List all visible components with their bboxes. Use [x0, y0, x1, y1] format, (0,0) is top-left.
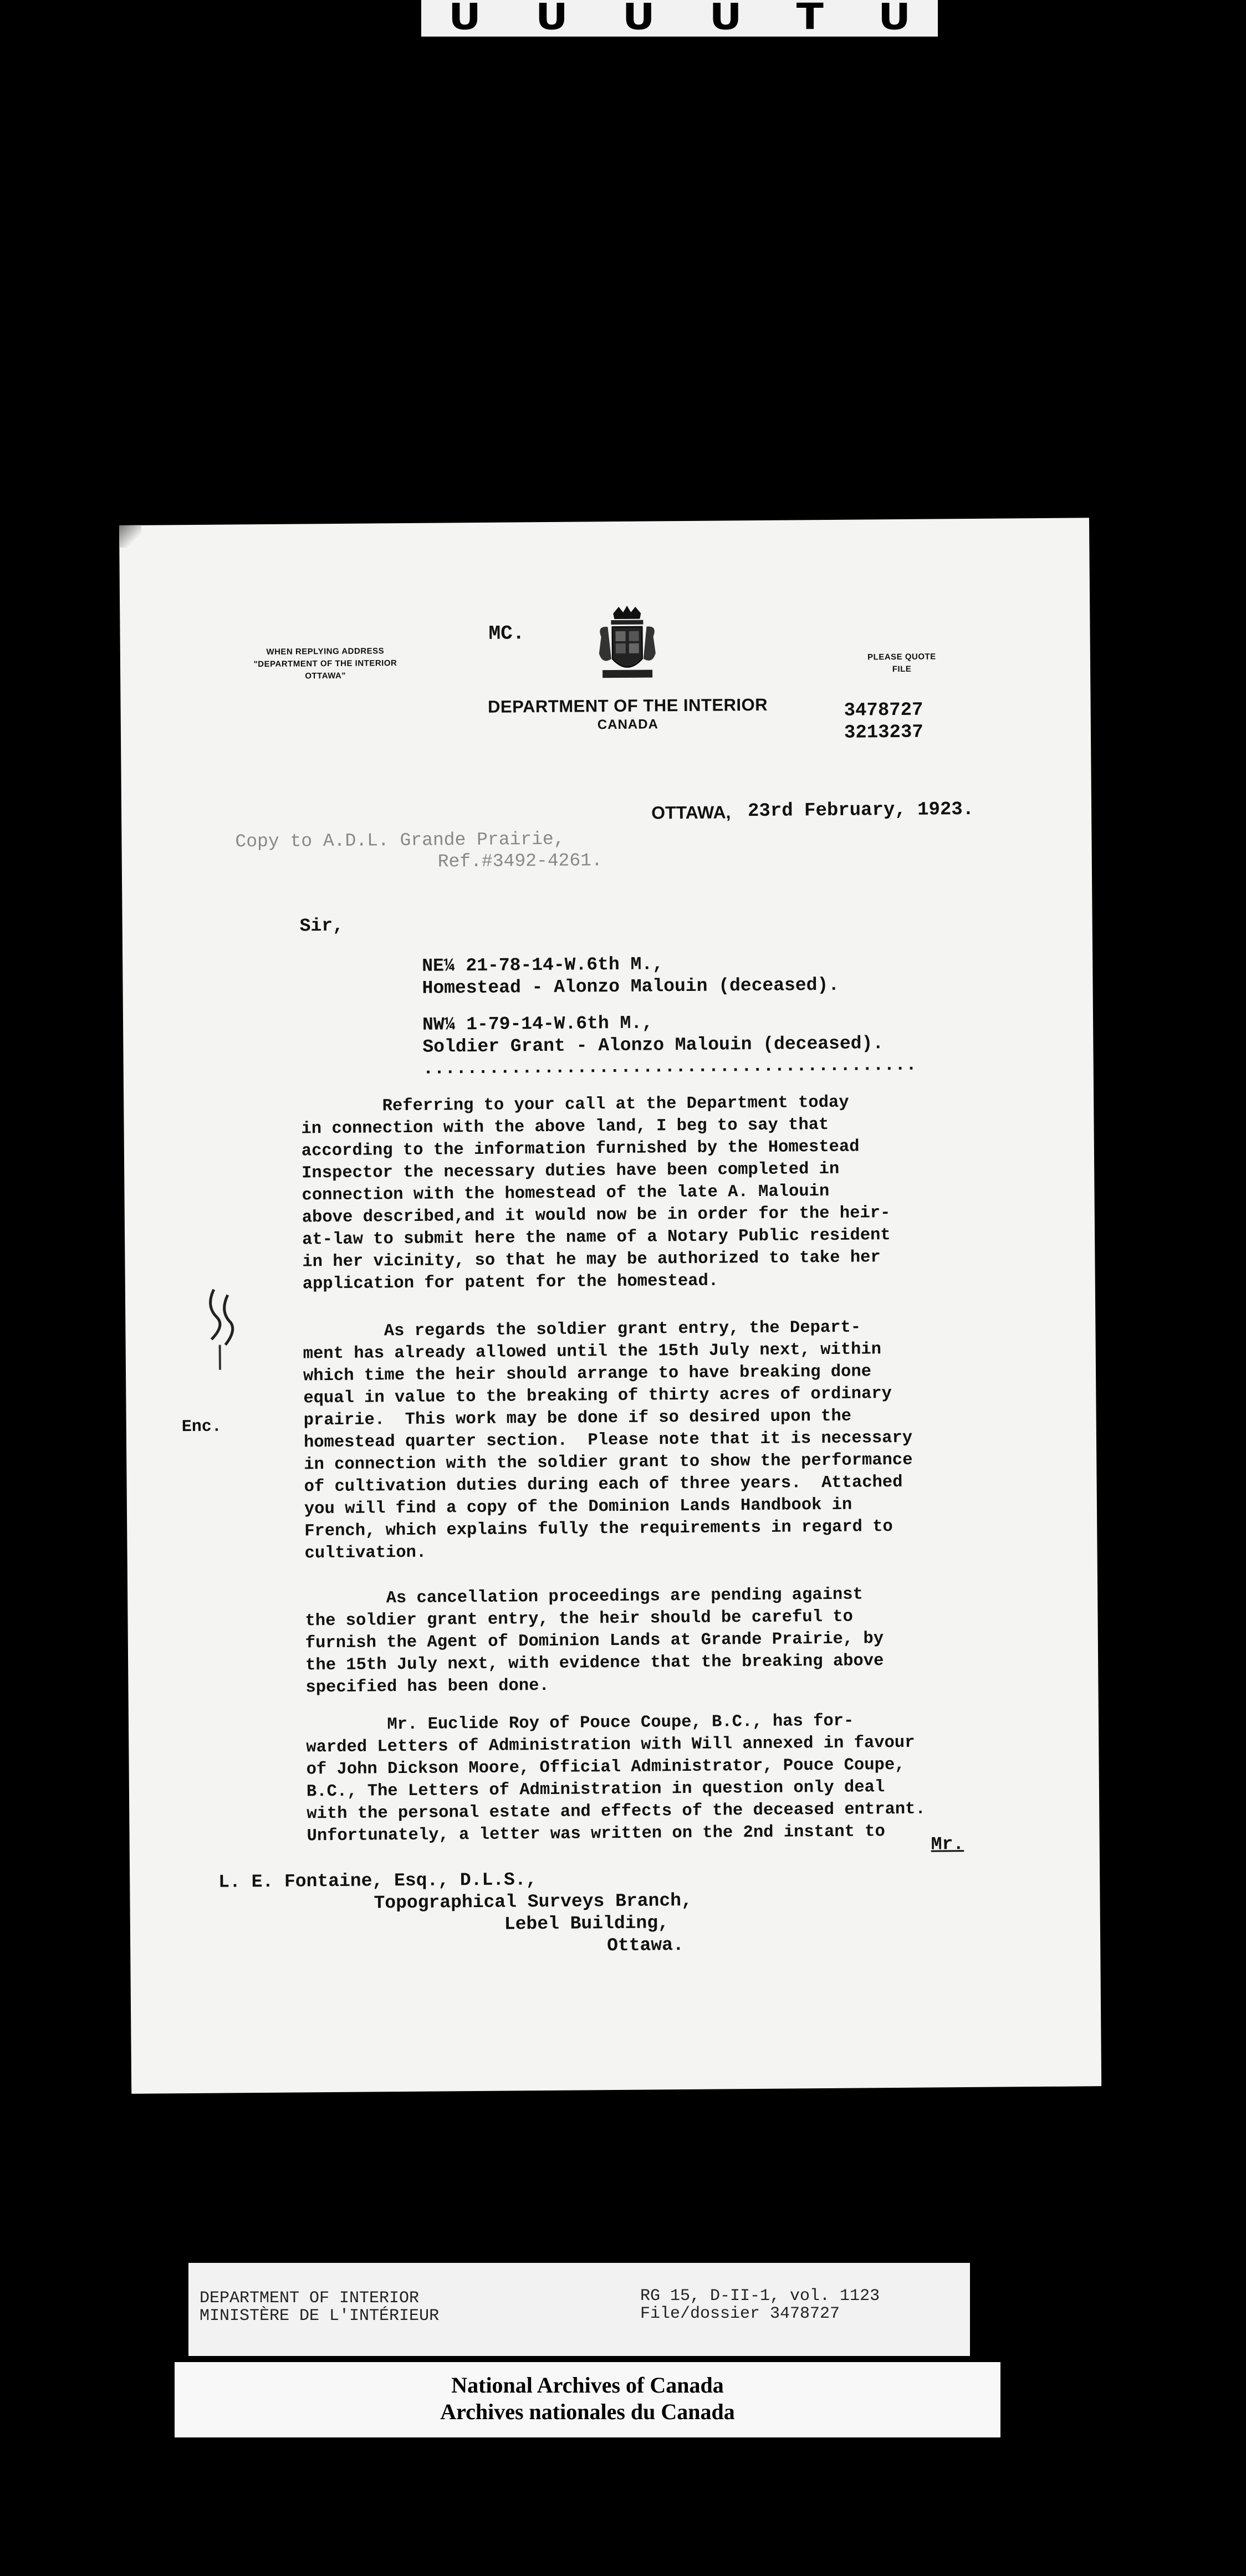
- coat-of-arms-icon: [591, 603, 663, 687]
- salutation: Sir,: [299, 915, 344, 937]
- archive-rg: RG 15, D-II-1, vol. 1123: [640, 2287, 880, 2306]
- subject-land-2: NW¼ 1-79-14-W.6th M.,: [422, 1013, 653, 1035]
- mc-initials: MC.: [488, 622, 525, 645]
- return-address: [220, 645, 431, 683]
- addressee-name: L. E. Fontaine, Esq., D.L.S.,: [218, 1869, 537, 1893]
- film-mark: U: [535, 0, 568, 38]
- film-mark: U: [622, 0, 655, 38]
- return-address-line: WHEN REPLYING ADDRESS: [266, 646, 385, 657]
- archive-dept: [200, 2289, 439, 2325]
- copy-note-ref: Ref.#3492-4261.: [437, 850, 602, 872]
- archives-name-fr: Archives nationales du Canada: [440, 2399, 735, 2424]
- film-strip: [421, 0, 938, 37]
- file-number: 3213237: [844, 722, 923, 744]
- archive-reference: [640, 2287, 880, 2323]
- file-number: 3478727: [844, 699, 923, 722]
- paragraph-1: Referring to your call at the Department today in connection with the above land, I beg to say that according to the information furnished by the Homestead Inspector the necessary duties have been completed in connection with the homestead of the late A. Malouin above described,and it would now be in order for the heir- at-law to submit here the name of a Notary Public resident in her vicinity, so that he may be authorized to take her application for patent for the homestead.: [301, 1093, 891, 1294]
- addressee-city: Ottawa.: [607, 1935, 684, 1956]
- addressee-building: Lebel Building,: [504, 1913, 670, 1935]
- continued-marker: Mr.: [931, 1834, 964, 1855]
- addressee-branch: Topographical Surveys Branch,: [374, 1890, 692, 1914]
- department-country: CANADA: [597, 717, 658, 733]
- please-quote-line: FILE: [892, 664, 912, 674]
- letter-page: [119, 518, 1101, 2094]
- film-mark: U: [709, 0, 742, 38]
- file-numbers: [844, 699, 923, 744]
- subject-title-2: Soldier Grant - Alonzo Malouin (deceased).: [422, 1033, 884, 1057]
- archive-dept-en: DEPARTMENT OF INTERIOR: [200, 2289, 420, 2308]
- subject-land-1: NE¼ 21-78-14-W.6th M.,: [422, 954, 664, 977]
- separator-dots: .............................................: [422, 1054, 917, 1079]
- return-address-line: OTTAWA": [305, 671, 346, 681]
- page-corner-shadow: [119, 525, 141, 548]
- film-mark: T: [796, 0, 824, 38]
- department-title: DEPARTMENT OF THE INTERIOR: [487, 694, 768, 717]
- archive-dept-fr: MINISTÈRE DE L'INTÉRIEUR: [200, 2307, 440, 2325]
- paragraph-3: As cancellation proceedings are pending against the soldier grant entry, the heir should be careful to furnish the Agent of Dominion Lands at Grande Prairie, by the 15th July next, with evidence that the breaking above specified has been done.: [305, 1585, 884, 1698]
- return-address-line: "DEPARTMENT OF THE INTERIOR: [253, 658, 397, 669]
- letter-date: 23rd February, 1923.: [747, 799, 974, 822]
- copy-note-line: Copy to A.D.L. Grande Prairie,: [235, 829, 565, 852]
- paragraph-2: As regards the soldier grant entry, the Depart- ment has already allowed until the 15th July next, within which time the heir should arrange to have breaking done equal in value to the breaking of thirty acres of ordinary prairie. This work may be done if so desired upon the homestead quarter section. Please note that it is necessary in connection with the soldier grant to show the performance of cultivation duties during each of three years. Attached you will find a copy of the Dominion Lands Handbook in French, which explains fully the requirements in regard to cultivation.: [303, 1318, 913, 1563]
- margin-handwritten-mark: [203, 1284, 242, 1373]
- archive-file: File/dossier 3478727: [640, 2304, 840, 2323]
- please-quote-label: [846, 651, 957, 676]
- enclosure-note: Enc.: [181, 1417, 222, 1437]
- film-mark: U: [448, 0, 481, 38]
- archive-label: [188, 2263, 970, 2356]
- film-mark: U: [878, 0, 911, 38]
- archives-banner: [175, 2362, 1000, 2437]
- letter-city: OTTAWA,: [651, 802, 731, 823]
- paragraph-4: Mr. Euclide Roy of Pouce Coupe, B.C., has for- warded Letters of Administration with Will annexed in favour of John Dickson Moore, Official Administrator, Pouce Coupe, B.C., The Letters of Administration in question only deal with the personal estate and effects of the deceased entrant. Unfortunately, a letter was written on the 2nd instant to: [305, 1711, 926, 1846]
- please-quote-line: PLEASE QUOTE: [867, 652, 936, 662]
- archives-name-en: National Archives of Canada: [451, 2373, 724, 2398]
- subject-title-1: Homestead - Alonzo Malouin (deceased).: [422, 974, 840, 999]
